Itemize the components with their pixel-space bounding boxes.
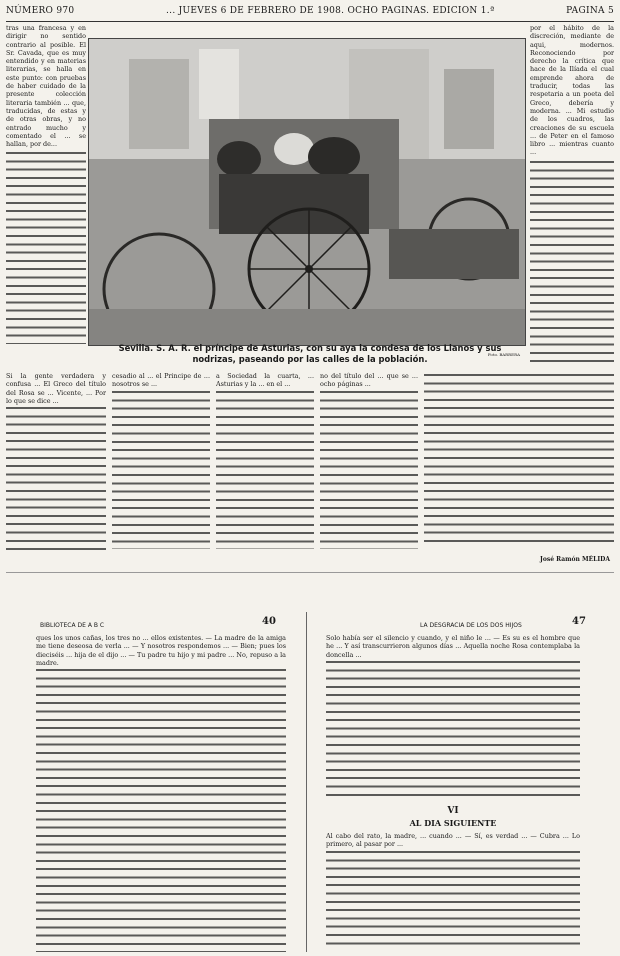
article-col-1-body	[6, 405, 106, 555]
article-col-5-body	[424, 372, 614, 542]
dateline: ... JUEVES 6 DE FEBRERO DE 1908. OCHO PAGINAS. EDICION 1.ª	[166, 6, 495, 16]
article-col-5	[424, 372, 614, 552]
article-col-2	[112, 372, 210, 562]
serial-page-40-text: ques los unos cañas, los tres no ... ellos existentes. — La madre de la amiga me tiene deseosa de verla ... — Y nosotros respondemos ... — Bien; pues los dieciséis ... hija de el dijo ... — Tu padre tu hijo y mi padre ... No, repuso a la madre.	[36, 634, 286, 667]
header-rule	[6, 21, 614, 22]
serial-page-40	[36, 634, 286, 952]
column-divider	[306, 612, 307, 952]
photo-caption: Sevilla. S. A. R. el príncipe de Asturias, con su aya la condesa de los Llanos y sus nodrizas, paseando por las calles de la población.	[118, 343, 502, 364]
serial-page-47-text: Solo había ser el silencio y cuando, y el niño le ... — Es su es el hombre que he ... Y así transcurrieron algunos días ... Aquella noche Rosa contemplaba la doncella ...	[326, 634, 580, 659]
article-col-2-text: cesadio al ... el Principe de ... nosotros se ...	[112, 372, 210, 389]
chapter-title: AL DIA SIGUIENTE	[409, 818, 497, 828]
fold-rule	[6, 572, 614, 573]
carriage-photo-illustration	[89, 39, 525, 345]
photo-credit: Foto. BARRERA	[487, 352, 520, 357]
article-col-3	[216, 372, 314, 562]
serial-page-47	[326, 634, 580, 804]
article-col-4-text: no del título del ... que se ... ocho páginas ...	[320, 372, 418, 389]
serial-right-page-number: 47	[572, 616, 586, 627]
article-col-3-text: a Sociedad la cuarta, ... Asturias y la ... en el ...	[216, 372, 314, 389]
serial-right-header: LA DESGRACIA DE LOS DOS HIJOS	[420, 622, 522, 629]
photo-prince-asturias	[88, 38, 526, 346]
left-column	[6, 24, 86, 344]
serial-page-47-body	[326, 659, 580, 799]
issue-number: NÚMERO 970	[6, 6, 75, 16]
article-col-4-body	[320, 389, 418, 549]
right-column	[530, 24, 614, 364]
serial-page-40-body	[36, 667, 286, 952]
article-col-2-body	[112, 389, 210, 549]
serial-left-page-number: 40	[262, 616, 276, 627]
right-column-body	[530, 159, 614, 364]
left-column-body	[6, 150, 86, 344]
serial-page-47-chapter-text: Al cabo del rato, la madre, ... cuando ... — Sí, es verdad ... — Cubra ... Lo primero, al pasar por ...	[326, 832, 580, 849]
serial-page-47-chapter-body	[326, 849, 580, 949]
serial-page-47-chapter	[326, 832, 580, 952]
serial-left-header: BIBLIOTECA DE A B C	[40, 622, 105, 629]
article-signature: José Ramón MÉLIDA	[540, 556, 611, 563]
article-col-1	[6, 372, 106, 562]
article-col-3-body	[216, 389, 314, 549]
article-col-1-text: Si la gente verdadera y confusa ... El Greco del título del Rosa se ... Vicente, ... Por lo que se dice ...	[6, 372, 106, 405]
article-col-4	[320, 372, 418, 562]
right-column-text: por el hábito de la discreción, mediante de aqui, modernos. Reconociendo por derecho la crítica que hace de la Ilíada el cual emprende ahora de traducir, todas las respetaria a un poeta del Greco, debería y moderna. ... Mi estudio de los cuadros, las creaciones de su escuela ... de Peter en el famoso libro ... mientras cuanto ...	[530, 24, 614, 157]
chapter-number: VI	[447, 806, 459, 816]
page-number: PAGINA 5	[566, 6, 614, 16]
left-column-text: tras una francesa y en dirigir no sentido contrario al posible. El Sr. Cavada, que es muy entendido y en materias literarias, se halla en este punto: con pruebas de haber cuidado de la presente colección literaria también ... que, traducidas, de estas y de otras obras, y no entrado mucho y comentado el ... se hallan, por de...	[6, 24, 86, 149]
page-header	[6, 6, 614, 20]
